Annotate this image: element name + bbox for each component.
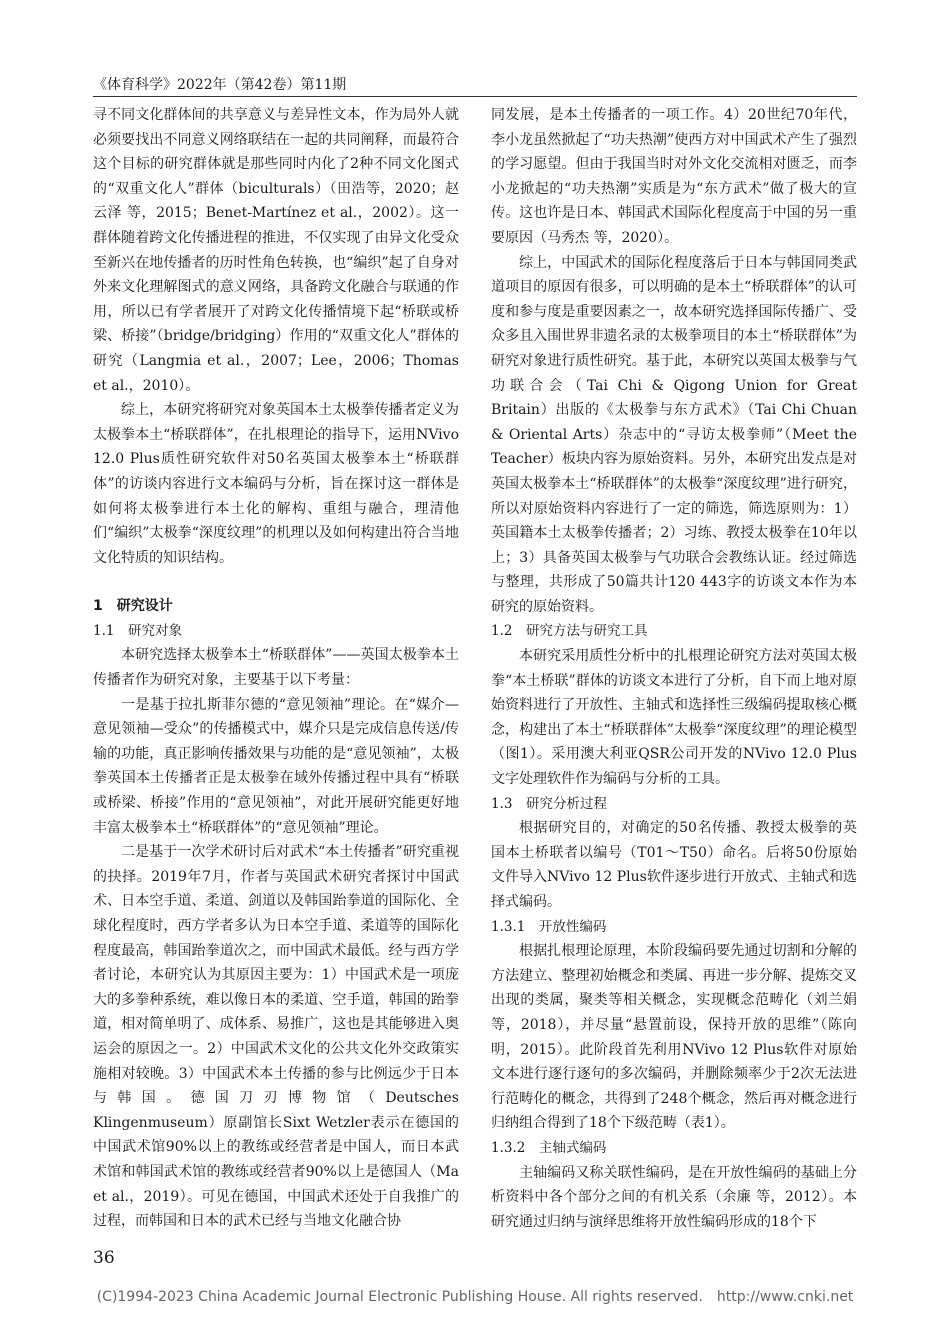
paragraph: 同发展，是本土传播者的一项工作。4）20世纪70年代，李小龙虽然掀起了“功夫热潮”使西方对中国武术产生了强烈的学习愿望。但由于我国当时对外文化交流相对匮乏，而李小龙掀起的“功夫热潮”实质是为“东方武术”做了极大的宣传。这也许是日本、韩国武术国际化程度高于中国的另一重要原因（马秀杰 等，2020）。 <box>491 107 857 246</box>
paragraph: 本研究选择太极拳本土“桥联群体”——英国太极拳本土传播者作为研究对象，主要基于以下考量： <box>93 647 459 689</box>
header-divider <box>93 96 857 97</box>
left-column <box>93 103 459 1234</box>
subsection-heading: 1.3 研究分析过程 <box>491 795 607 812</box>
paragraph: 主轴编码又称关联性编码，是在开放性编码的基础上分析资料中各个部分之间的有机关系（余廉 等，2012）。本研究通过归纳与演绎思维将开放性编码形成的18个下 <box>491 1164 857 1230</box>
subsubsection-heading: 1.3.2 主轴式编码 <box>491 1139 607 1156</box>
copyright-notice: (C)1994-2023 China Academic Journal Electronic Publishing House. All rights reserved. http://www.cnki.net <box>96 1289 854 1305</box>
paragraph: 寻不同文化群体间的共享意义与差异性文本，作为局外人就必须要找出不同意义网络联结在一起的共同阐释，而最符合这个目标的研究群体就是那些同时内化了2种不同文化图式的“双重文化人”群体（biculturals）（田浩等，2020；赵云泽 等，2015；Benet-Martínez et al.，2002）。这一群体随着跨文化传播进程的推进，不仅实现了由异文化受众至新兴在地传播者的历时性角色转换，也“编织”起了自身对外来文化理解图式的意义网络，具备跨文化融合与联通的作用，所以已有学者展开了对跨文化传播情境下起“桥联或桥梁、桥接”（bridge/bridging）作用的“双重文化人”群体的研究（Langmia et al.，2007；Lee，2006；Thomas et al.，2010）。 <box>93 107 459 394</box>
running-header: 《体育科学》2022年（第42卷）第11期 <box>93 77 347 93</box>
section-heading: 1 研究设计 <box>93 598 173 615</box>
paragraph: 综上，本研究将研究对象英国本土太极拳传播者定义为太极拳本土“桥联群体”，在扎根理论的指导下，运用NVivo 12.0 Plus质性研究软件对50名英国太极拳本土“桥联群体”的访谈内容进行文本编码与分析，旨在探讨这一群体是如何将太极拳进行本土化的解构、重组与融合，理清他们“编织”太极拳“深度纹理”的机理以及如何构建出符合当地文化特质的知识结构。 <box>93 402 459 566</box>
subsection-heading: 1.2 研究方法与研究工具 <box>491 623 648 640</box>
paragraph: 本研究采用质性分析中的扎根理论研究方法对英国太极拳“本土桥联”群体的访谈文本进行了分析，自下而上地对原始资料进行了开放性、主轴式和选择性三级编码提取核心概念，构建出了本土“桥联群体”太极拳“深度纹理”的理论模型（图1）。采用澳大利亚QSR公司开发的NVivo 12.0 Plus文字处理软件作为编码与分析的工具。 <box>491 648 857 788</box>
paragraph: 根据研究目的，对确定的50名传播、教授太极拳的英国本土桥联者以编号（T01～T50）命名。后将50份原始文件导入NVivo 12 Plus软件逐步进行开放式、主轴式和选择式编码。 <box>491 820 857 910</box>
page-number: 36 <box>93 1248 115 1268</box>
paragraph: 根据扎根理论原理，本阶段编码要先通过切割和分解的方法建立、整理初始概念和类属、再进一步分解、提炼交叉出现的类属，聚类等相关概念，实现概念范畴化（刘兰娟 等，2018），并尽量“悬置前设，保持开放的思维”（陈向明，2015）。此阶段首先利用NVivo 12 Plus软件对原始文本进行逐行逐句的多次编码，并删除频率少于2次无法进行范畴化的概念，共得到了248个概念，然后再对概念进行归纳组合得到了18个下级范畴（表1）。 <box>491 943 857 1132</box>
right-column <box>491 103 857 1234</box>
paragraph: 二是基于一次学术研讨后对武术“本土传播者”研究重视的抉择。2019年7月，作者与英国武术研究者探讨中国武术、日本空手道、柔道、剑道以及韩国跆拳道的国际化、全球化程度时，西方学者多认为日本空手道、柔道等的国际化程度最高，韩国跆拳道次之，而中国武术最低。经与西方学者讨论，本研究认为其原因主要为：1）中国武术是一项庞大的多拳种系统，难以像日本的柔道、空手道，韩国的跆拳道，相对简单明了、成体系、易推广，这也是其能够进入奥运会的原因之一。2）中国武术文化的公共文化外交政策实施相对较晚。3）中国武术本土传播的参与比例远少于日本与韩国。德国刀刃博物馆（Deutsches Klingenmuseum）原副馆长Sixt Wetzler表示在德国的中国武术馆90%以上的教练或经营者是中国人，而日本武术馆和韩国武术馆的教练或经营者90%以上是德国人（Ma et al.，2019）。可见在德国，中国武术还处于自我推广的过程，而韩国和日本的武术已经与当地文化融合协 <box>93 844 459 1230</box>
subsubsection-heading: 1.3.1 开放性编码 <box>491 918 607 935</box>
paragraph: 一是基于拉扎斯菲尔德的“意见领袖”理论。在“媒介—意见领袖—受众”的传播模式中，媒介只是完成信息传送/传输的功能，真正影响传播效果与功能的是“意见领袖”，太极拳英国本土传播者正是太极拳在域外传播过程中具有“桥联或桥梁、桥接”作用的“意见领袖”，对此开展研究能更好地丰富太极拳本土“桥联群体”的“意见领袖”理论。 <box>93 696 459 836</box>
subsection-heading: 1.1 研究对象 <box>93 622 182 639</box>
paragraph: 综上，中国武术的国际化程度落后于日本与韩国同类武道项目的原因有很多，可以明确的是本土“桥联群体”的认可度和参与度是重要因素之一，故本研究选择国际传播广、受众多且入围世界非遗名录的太极拳项目的本土“桥联群体”为研究对象进行质性研究。基于此，本研究以英国太极拳与气功联合会（Tai Chi & Qigong Union for Great Britain）出版的《太极拳与东方武术》（Tai Chi Chuan & Oriental Arts）杂志中的“寻访太极拳师”（Meet the Teacher）板块内容为原始资料。另外，本研究出发点是对英国太极拳本土“桥联群体”的太极拳“深度纹理”进行研究，所以对原始资料内容进行了一定的筛选，筛选原则为：1）英国籍本土太极拳传播者；2）习练、教授太极拳在10年以上；3）具备英国太极拳与气功联合会教练认证。经过筛选与整理，共形成了50篇共计120 443字的访谈文本作为本研究的原始资料。 <box>491 254 857 615</box>
